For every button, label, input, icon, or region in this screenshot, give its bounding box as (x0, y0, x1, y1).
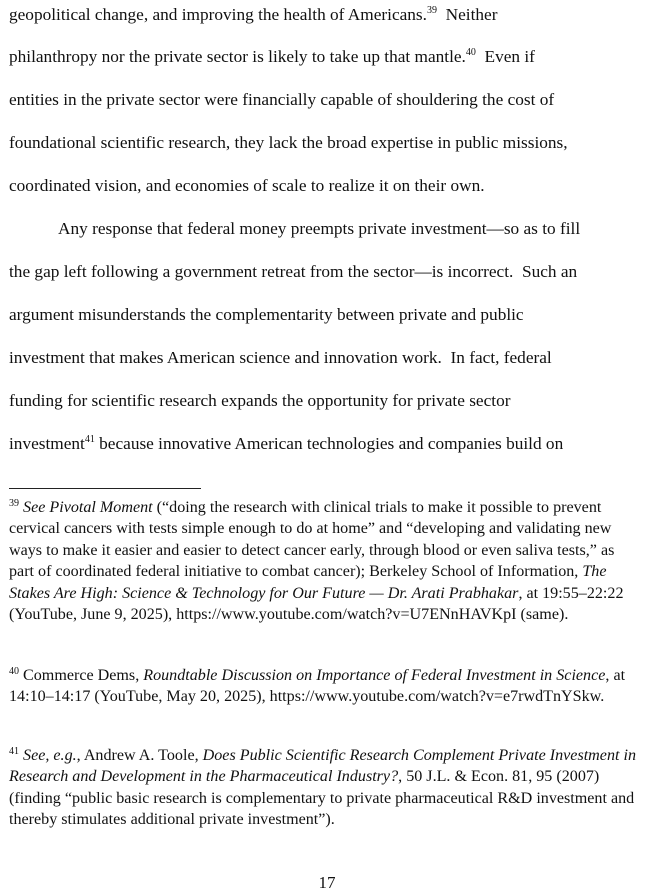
footnote-number-41: 41 (9, 746, 19, 757)
body-line-8: argument misunderstands the complementarity between private and public (9, 305, 524, 324)
body-line-3: entities in the private sector were financially capable of shouldering the cost of (9, 90, 555, 109)
body-line-11: investment$^{41}$ because innovative American technologies and companies build on (9, 434, 564, 453)
body-line-6: Any response that federal money preempts private investment—so as to fill (58, 219, 581, 238)
body-line-1: geopolitical change, and improving the health of Americans.$^{39}$ Neither (9, 5, 498, 24)
footnote-separator (9, 488, 201, 489)
footnote-number-39: 39 (9, 498, 19, 509)
body-line-10: funding for scientific research expands the opportunity for private sector (9, 391, 511, 410)
body-line-7: the gap left following a government retreat from the sector—is incorrect. Such an (9, 262, 578, 281)
body-line-9: investment that makes American science and innovation work. In fact, federal (9, 348, 552, 367)
body-line-4: foundational scientific research, they lack the broad expertise in public missions, (9, 133, 568, 152)
footnote-ref-40[interactable]: 40 (465, 47, 476, 58)
footnote-number-40: 40 (9, 666, 19, 677)
footnote-ref-39[interactable]: 39 (426, 5, 437, 16)
footnote-ref-41[interactable]: 41 (84, 434, 95, 445)
footnote-41: $^{41}$ See, e.g., Andrew A. Toole, Does Public Scientific Research Complement Private Investment in Research and Development in the Pharmaceutical Industry?, 50 J.L. & Econ. 81, 95 (2007) (finding “public basic research is complementary to private pharmaceutical R&D investment and thereby stimulates additional private investment”). (9, 746, 637, 829)
page-number: 17 (318, 873, 336, 892)
body-line-5: coordinated vision, and economies of scale to realize it on their own. (9, 176, 485, 195)
footnote-40: $^{40}$ Commerce Dems, Roundtable Discussion on Importance of Federal Investment in Science, at 14:10–14:17 (YouTube, May 20, 2025), https://www.youtube.com/watch?v=e7rwdTnYSkw. (9, 666, 626, 706)
body-line-2: philanthropy nor the private sector is likely to take up that mantle.$^{40}$ Even if (9, 47, 535, 66)
footnote-39: $^{39}$ See Pivotal Moment (“doing the research with clinical trials to make it possible to prevent cervical cancers with tests simple enough to do at home” and “developing and validating new ways to make it easier and easier to detect cancer early, through blood or even saliva tests,” as part of coordinated federal initiative to combat cancer); Berkeley School of Information, The Stakes Are High: Science & Technology for Our Future — Dr. Arati Prabhakar, at 19:55–22:22 (YouTube, June 9, 2025), https://www.youtube.com/watch?v=U7ENnHAVKpI (same). (9, 498, 624, 624)
